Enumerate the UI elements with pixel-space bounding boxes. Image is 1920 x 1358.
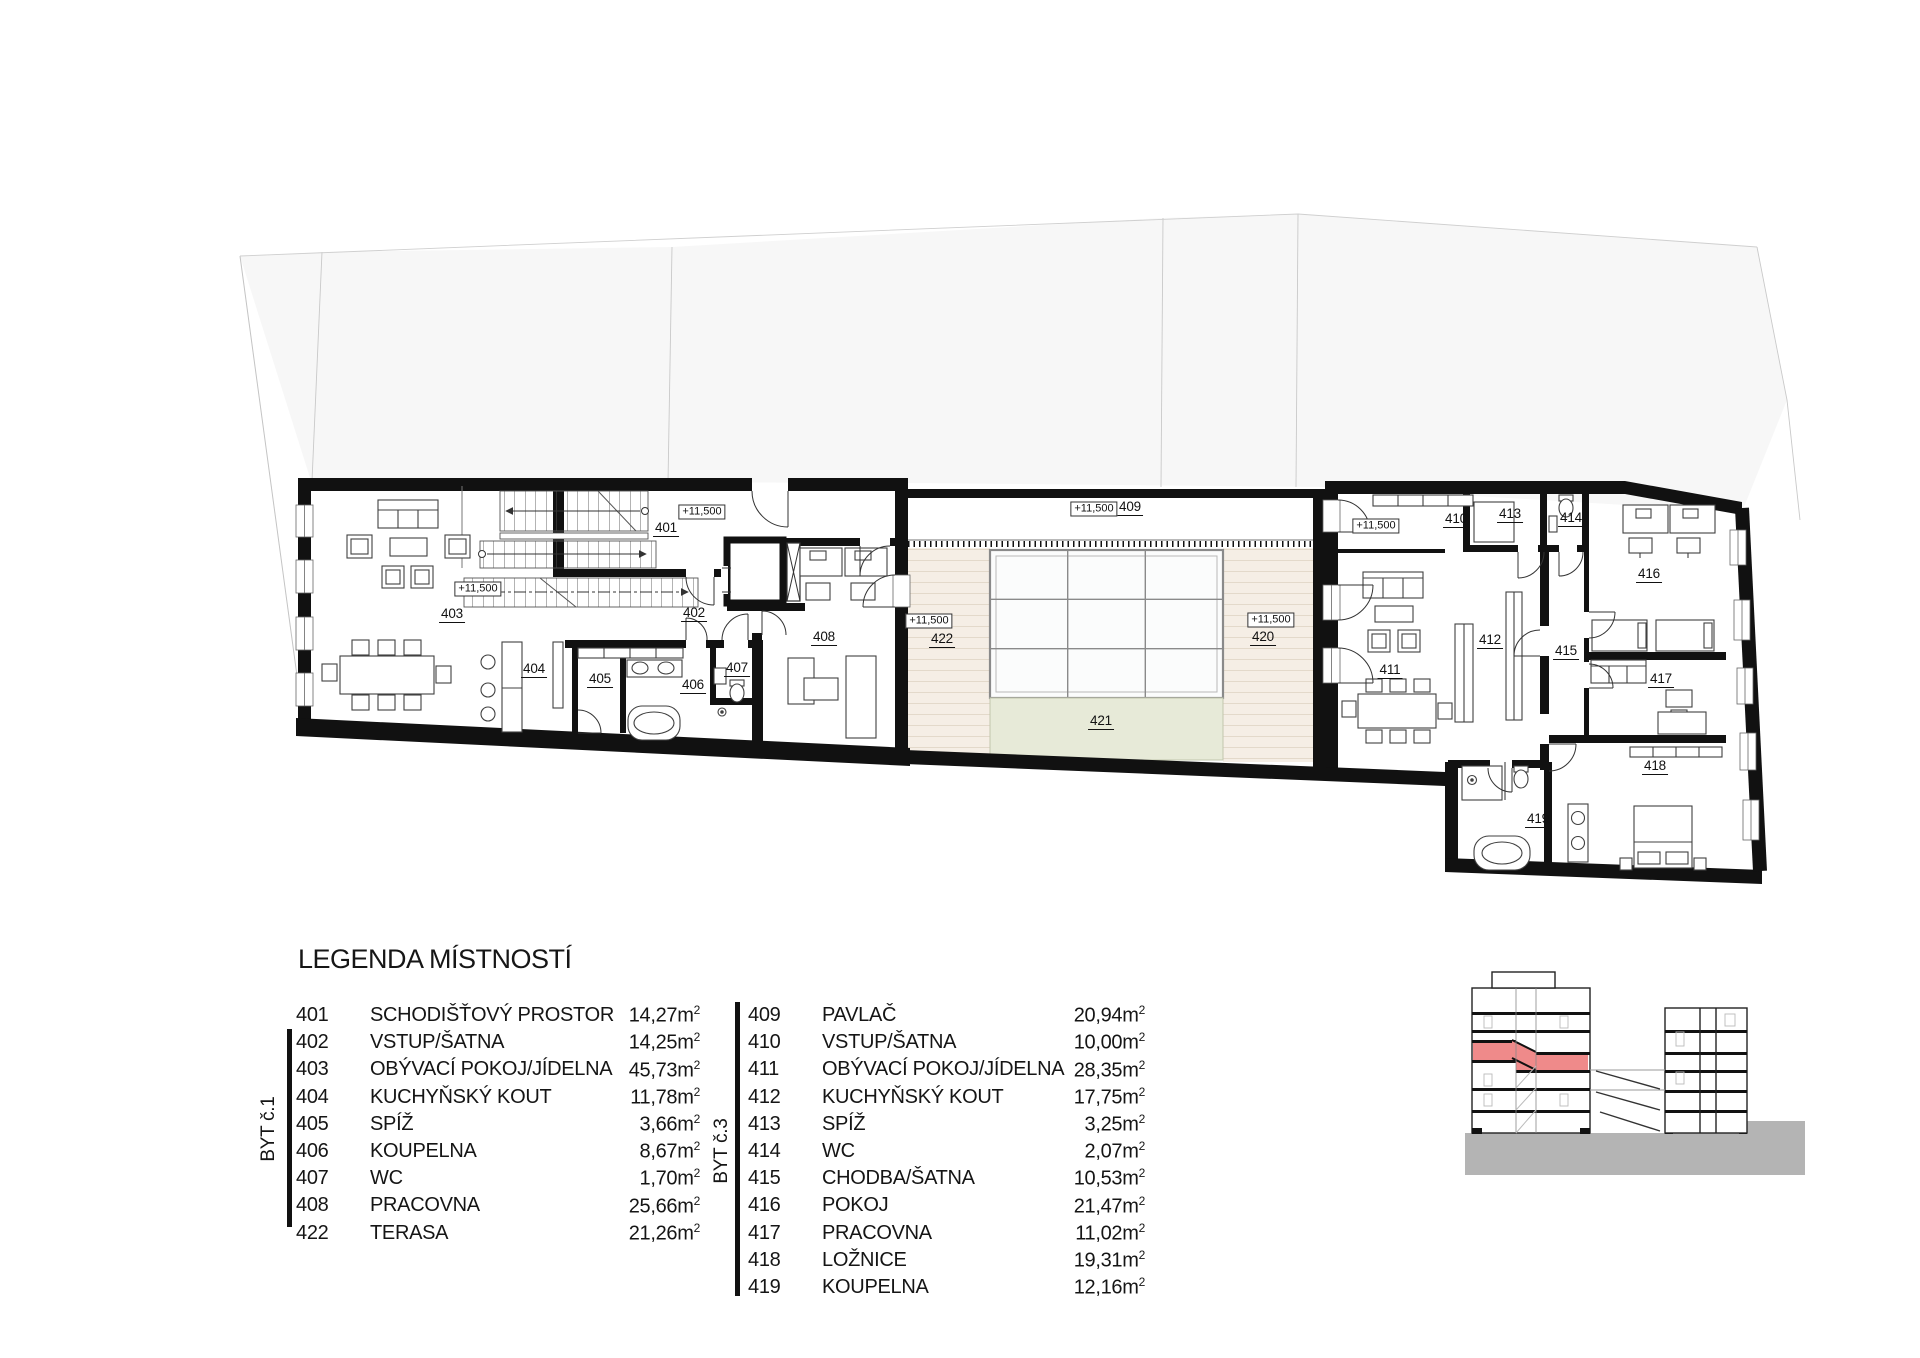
room-number: 413 [748,1112,781,1135]
room-area: $28,35m^2$ [1073,1057,1145,1082]
legend-row [748,1029,1145,1056]
room-area: $19,31m^2$ [1073,1247,1145,1272]
room-label-414: 414 [1560,510,1582,525]
room-number: 416 [748,1194,781,1217]
room-label-405: 405 [589,671,611,686]
room-name: SPÍŽ [370,1112,414,1135]
legend-title: LEGENDA MÍSTNOSTÍ [298,944,572,974]
room-area: $45,73m^2$ [628,1057,700,1082]
room-label-407: 407 [726,660,748,675]
room-name: VSTUP/ŠATNA [822,1031,957,1054]
room-number: 417 [748,1221,781,1244]
legend-group-byt3 [748,1002,1145,1301]
room-number: 409 [748,1004,781,1027]
room-number: 406 [296,1140,329,1163]
legend-row [296,1165,700,1192]
room-number: 402 [296,1031,329,1054]
room-label-413: 413 [1499,506,1521,521]
room-label-401: 401 [655,520,677,535]
room-area: $17,75m^2$ [1073,1084,1145,1109]
room-name: PAVLAČ [822,1004,897,1027]
room-label-408: 408 [813,629,835,644]
room-name: SPÍŽ [822,1112,866,1135]
legend-row [296,1138,700,1165]
legend-row [748,1138,1145,1165]
room-name: PRACOVNA [822,1221,932,1244]
byt1-label: BYT č.1 [258,1096,279,1162]
legend-row [748,1220,1145,1247]
room-area: $12,16m^2$ [1073,1275,1145,1299]
room-label-411: 411 [1379,662,1401,677]
legend-row [748,1274,1145,1301]
legend-row [748,1165,1145,1192]
legend-row [296,1002,700,1029]
room-number: 422 [296,1221,329,1244]
legend-row [748,1002,1145,1029]
elevation-label: +11,500 [1070,502,1117,517]
byt1-bracket [287,1029,292,1227]
room-area: $2,07m^2$ [1084,1139,1145,1163]
room-area: $21,47m^2$ [1073,1193,1145,1218]
room-label-412: 412 [1479,632,1501,647]
legend-row [296,1111,700,1138]
room-area: $14,27m^2$ [628,1003,700,1027]
legend-row [748,1111,1145,1138]
room-label-415: 415 [1555,643,1577,658]
room-number: 407 [296,1167,329,1190]
elevation-label: +11,500 [1352,519,1399,534]
legend-row [748,1247,1145,1274]
room-number: 414 [748,1140,781,1163]
room-label-422: 422 [931,631,953,646]
room-number: 404 [296,1085,329,1108]
elevator [721,540,800,603]
legend-row [296,1029,700,1056]
room-label-421: 421 [1090,713,1112,728]
room-label-410: 410 [1445,511,1467,526]
legend-row [748,1084,1145,1111]
room-label-416: 416 [1638,566,1660,581]
room-name: KOUPELNA [370,1140,477,1163]
room-label-409: 409 [1119,499,1141,514]
room-area: $10,53m^2$ [1073,1166,1145,1191]
room-name: KOUPELNA [822,1275,929,1298]
room-name: PRACOVNA [370,1194,480,1217]
elevation-label: +11,500 [905,614,952,629]
room-area: $10,00m^2$ [1073,1030,1145,1055]
legend-row [748,1192,1145,1219]
building-section [1465,972,1805,1175]
room-name: CHODBA/ŠATNA [822,1167,975,1190]
elevation-label: +11,500 [454,582,501,597]
room-number: 408 [296,1194,329,1217]
room-label-402: 402 [683,605,705,620]
room-name: SCHODIŠŤOVÝ PROSTOR [370,1004,614,1027]
legend-row [296,1084,700,1111]
room-name: OBÝVACÍ POKOJ/JÍDELNA [370,1058,613,1081]
room-area: $20,94m^2$ [1073,1003,1145,1027]
room-number: 412 [748,1085,781,1108]
room-area: $14,25m^2$ [628,1030,700,1055]
room-number: 401 [296,1004,329,1027]
room-name: KUCHYŇSKÝ KOUT [370,1085,552,1108]
room-label-403: 403 [441,606,463,621]
room-area: $11,78m^2$ [630,1084,700,1109]
elevation-label: +11,500 [1247,613,1294,628]
room-number: 405 [296,1112,329,1135]
room-name: WC [822,1140,855,1163]
room-number: 411 [748,1058,779,1081]
room-area: $3,66m^2$ [639,1112,700,1136]
room-area: $3,25m^2$ [1084,1112,1145,1136]
room-area: $11,02m^2$ [1075,1220,1145,1245]
room-number: 403 [296,1058,329,1081]
room-area: $21,26m^2$ [628,1220,700,1245]
legend-row [296,1056,700,1083]
room-name: KUCHYŇSKÝ KOUT [822,1085,1004,1108]
room-area: $25,66m^2$ [628,1193,700,1218]
byt3-bracket [735,1002,740,1296]
room-name: LOŽNICE [822,1248,907,1271]
room-label-419: 419 [1527,811,1549,826]
room-name: WC [370,1167,403,1190]
room-number: 415 [748,1167,781,1190]
room-name: OBÝVACÍ POKOJ/JÍDELNA [822,1058,1065,1081]
room-label-406: 406 [682,677,704,692]
legend-group-byt1 [296,1002,700,1247]
legend-row [296,1220,700,1247]
room-number: 410 [748,1031,781,1054]
room-label-404: 404 [523,661,545,676]
room-name: POKOJ [822,1194,889,1217]
legend-row [296,1192,700,1219]
room-area: $1,70m^2$ [639,1166,700,1191]
room-label-417: 417 [1650,671,1672,686]
room-name: TERASA [370,1221,449,1244]
byt3-label: BYT č.3 [711,1118,732,1184]
room-area: $8,67m^2$ [639,1139,700,1163]
room-label-420: 420 [1252,629,1274,644]
room-name: VSTUP/ŠATNA [370,1031,505,1054]
elevation-label: +11,500 [678,505,725,520]
room-number: 419 [748,1275,781,1298]
room-label-418: 418 [1644,758,1666,773]
legend-row [748,1056,1145,1083]
room-number: 418 [748,1248,781,1271]
